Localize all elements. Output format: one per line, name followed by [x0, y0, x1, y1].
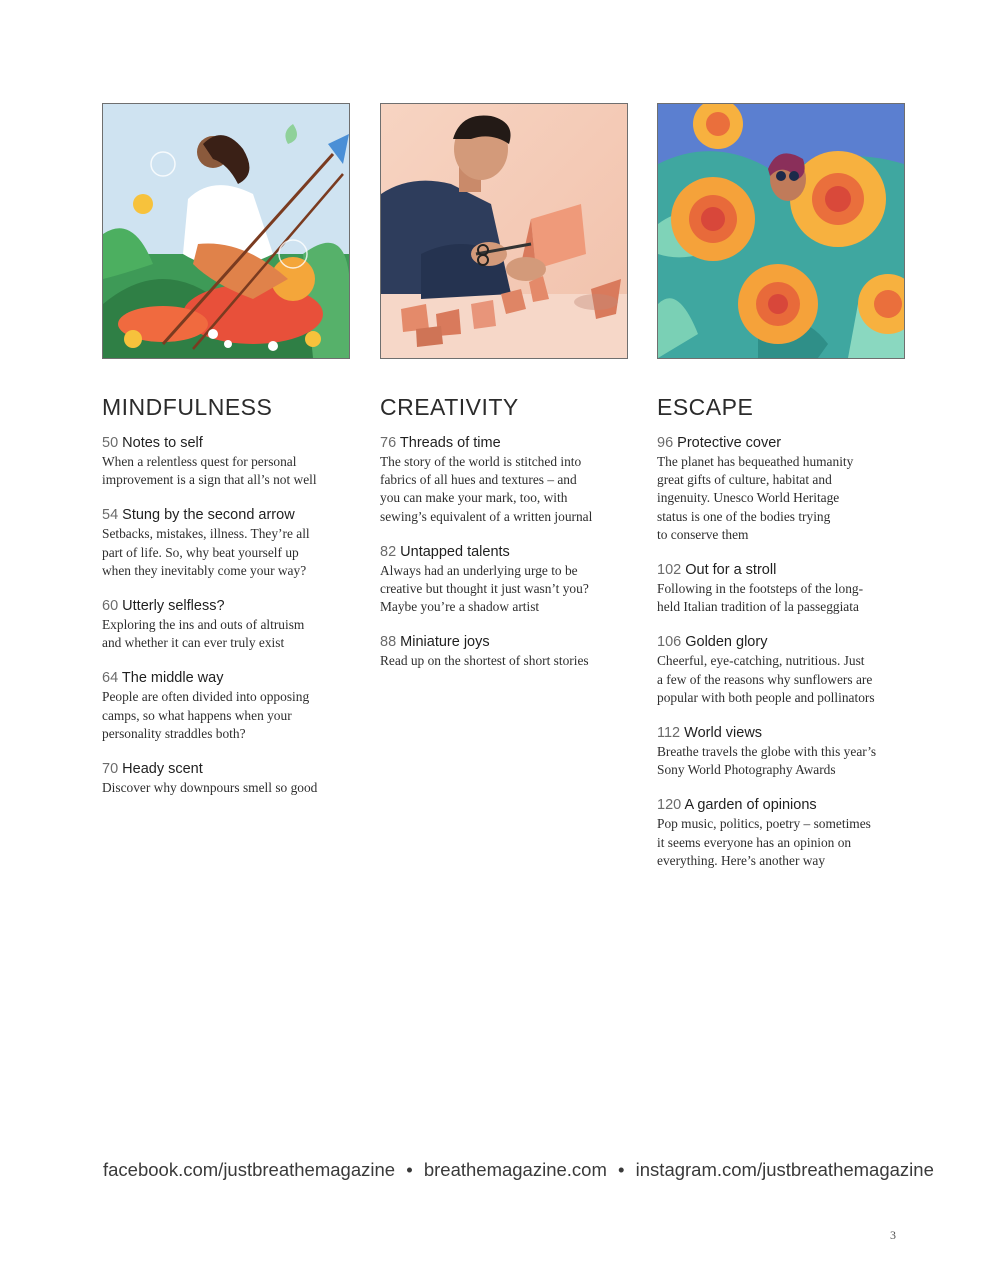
entry-list-creativity [380, 434, 628, 671]
entry-description: The story of the world is stitched into fabrics of all hues and textures – and you can make your mark, too, with sewing’s equivalent of a written journal [380, 454, 593, 524]
facebook-link[interactable]: facebook.com/justbreathemagazine [103, 1159, 396, 1180]
page-number: 64 [102, 670, 119, 687]
entry-title: A garden of opinions [684, 797, 817, 814]
entry-description: Exploring the ins and outs of altruism and whether it can ever truly exist [102, 617, 305, 651]
toc-entry[interactable] [380, 543, 628, 617]
page-number: 106 [657, 634, 682, 651]
page-number: 60 [102, 598, 119, 615]
entry-description: The planet has bequeathed humanity great gifts of culture, habitat and ingenuity. Unesco World Heritage status is one of the bodies trying to conserve them [657, 454, 854, 542]
entry-description: When a relentless quest for personal improvement is a sign that all’s not well [102, 454, 317, 488]
separator-bullet: • [406, 1159, 413, 1180]
page-number: 96 [657, 435, 674, 451]
toc-entry[interactable] [102, 506, 350, 580]
instagram-link[interactable]: instagram.com/justbreathemagazine [635, 1159, 934, 1180]
toc-entry[interactable] [657, 561, 905, 616]
entry-title: Utterly selfless? [122, 598, 225, 615]
entry-description: Always had an underlying urge to be creative but thought it just wasn’t you? Maybe you’re a shadow artist [380, 562, 589, 615]
page-number: 82 [380, 543, 397, 560]
toc-entry[interactable] [657, 633, 905, 707]
page-number: 120 [657, 797, 682, 814]
entry-title: Threads of time [399, 435, 501, 451]
page-number: 50 [102, 435, 119, 451]
toc-entry[interactable] [102, 669, 350, 743]
page-number-footer: 3 [890, 1228, 896, 1242]
toc-entry[interactable] [657, 796, 905, 870]
page-number: 54 [102, 507, 119, 524]
page-number: 88 [380, 634, 397, 651]
entry-title: Heady scent [122, 761, 203, 778]
entry-list-escape [657, 434, 905, 870]
entry-description: Discover why downpours smell so good [102, 780, 318, 796]
entry-title: Notes to self [122, 435, 203, 451]
column-creativity [380, 103, 628, 688]
entry-title: Protective cover [677, 435, 782, 451]
page-number: 112 [657, 725, 681, 742]
footer-links [103, 1159, 934, 1181]
entry-title: World views [684, 725, 763, 742]
page-number: 70 [102, 761, 119, 778]
toc-entry[interactable] [657, 724, 905, 779]
entry-description: Breathe travels the globe with this year’s Sony World Photography Awards [657, 744, 877, 778]
creativity-illustration [380, 103, 628, 359]
toc-entry[interactable] [102, 597, 350, 652]
entry-description: Following in the footsteps of the long- held Italian tradition of la passeggiata [657, 581, 864, 615]
page-number: 102 [657, 562, 682, 579]
mindfulness-illustration [102, 103, 350, 359]
section-title-escape: ESCAPE [657, 394, 754, 420]
page-number: 76 [380, 435, 397, 451]
entry-description: Cheerful, eye-catching, nutritious. Just a few of the reasons why sunflowers are popular with both people and pollinators [657, 653, 875, 705]
toc-entry[interactable] [657, 434, 905, 544]
entry-title: Miniature joys [400, 634, 490, 651]
entry-description: People are often divided into opposing camps, so what happens when your personality straddles both? [102, 689, 310, 741]
entry-description: Setbacks, mistakes, illness. They’re all part of life. So, why beat yourself up when they inevitably come your way? [102, 526, 310, 578]
section-title-creativity: CREATIVITY [380, 394, 519, 420]
toc-entry[interactable] [380, 633, 628, 670]
entry-description: Read up on the shortest of short stories [380, 653, 589, 669]
entry-list-mindfulness [102, 434, 350, 797]
entry-title: Out for a stroll [685, 562, 777, 579]
toc-entry[interactable] [380, 434, 628, 526]
section-title-mindfulness: MINDFULNESS [102, 394, 273, 420]
entry-title: The middle way [121, 670, 224, 687]
entry-title: Golden glory [685, 634, 768, 651]
entry-title: Untapped talents [400, 543, 510, 560]
toc-entry[interactable] [102, 760, 350, 797]
escape-illustration [657, 103, 905, 359]
website-link[interactable]: breathemagazine.com [423, 1159, 607, 1180]
entry-description: Pop music, politics, poetry – sometimes it seems everyone has an opinion on everything. Here’s another way [657, 816, 871, 868]
separator-bullet: • [618, 1159, 625, 1180]
column-escape [657, 103, 905, 887]
entry-title: Stung by the second arrow [122, 507, 295, 524]
toc-entry[interactable] [102, 434, 350, 489]
column-mindfulness [102, 103, 350, 814]
